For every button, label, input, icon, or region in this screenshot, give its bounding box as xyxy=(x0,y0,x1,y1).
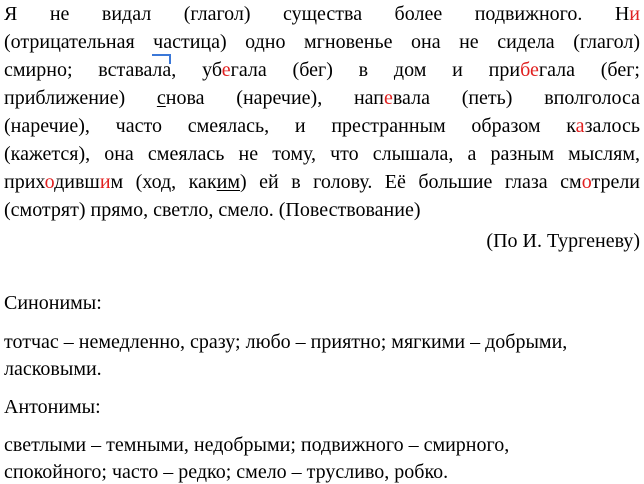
text-run: гала (бег) в дом и при xyxy=(230,59,521,81)
highlighted-letter: о xyxy=(581,171,592,193)
paragraph-line-7 xyxy=(4,170,640,194)
highlighted-letter: о xyxy=(44,171,55,193)
highlighted-letter: е xyxy=(221,59,231,81)
text-run: вала (петь) вполголоса xyxy=(392,87,640,109)
paragraph-line-8 xyxy=(4,198,640,222)
text-run: (отрицательная частица) одно мгновенье она не сидела (глагол) xyxy=(4,31,640,53)
synonyms-heading xyxy=(4,291,640,315)
text-run: тотчас – немедленно, сразу; любо – приятно; мягкими – добрыми, xyxy=(4,331,568,353)
antonyms-line-1 xyxy=(4,433,640,457)
text-run: нова (наречие), нап xyxy=(165,87,384,109)
paragraph-line-4 xyxy=(4,86,640,110)
highlighted-letter: и xyxy=(99,171,111,193)
paragraph-line-3 xyxy=(4,58,640,82)
author-text: (По И. Тургеневу) xyxy=(486,230,640,252)
highlighted-letter: е xyxy=(383,87,393,109)
synonyms-line-1 xyxy=(4,330,640,354)
text-run: ) ей в голову. Её большие глаза см xyxy=(240,171,582,193)
text-run: залось xyxy=(584,115,640,137)
antonyms-line-2 xyxy=(4,460,640,484)
text-run: спокойного; часто – редко; смело – трусливо, робко. xyxy=(4,461,449,483)
text-run: (смотрят) прямо, светло, смело. (Повествование) xyxy=(4,199,421,221)
suffix-mark: ла xyxy=(152,59,172,81)
prefix-underline: с xyxy=(156,87,166,109)
synonyms-line-2 xyxy=(4,357,640,381)
heading-text: Синонимы: xyxy=(4,292,102,314)
text-run: ласковыми. xyxy=(4,358,102,380)
author-attribution xyxy=(4,229,640,253)
text-run: дивш xyxy=(54,171,100,193)
ending-underline: им xyxy=(216,171,241,193)
text-run: (кажется), она смеялась не тому, что слышала, а разным мыслям, xyxy=(4,143,640,165)
paragraph-line-6 xyxy=(4,142,640,166)
highlighted-letter: и xyxy=(629,3,640,25)
text-run: , уб xyxy=(171,59,222,81)
text-run: (наречие), часто смеялась, и престранным образом к xyxy=(4,115,576,137)
text-run: гала (бег; xyxy=(538,59,640,81)
highlighted-letter: бе xyxy=(520,59,539,81)
paragraph-line-5 xyxy=(4,114,640,138)
text-run: светлыми – темными, недобрыми; подвижного – смирного, xyxy=(4,434,510,456)
text-run: Я не видал (глагол) существа более подвижного. Н xyxy=(4,3,630,25)
antonyms-heading xyxy=(4,395,640,419)
paragraph-line-1 xyxy=(4,2,640,26)
highlighted-letter: а xyxy=(575,115,585,137)
paragraph-line-2 xyxy=(4,30,640,54)
heading-text: Антонимы: xyxy=(4,396,101,418)
text-run: м (ход, как xyxy=(110,171,217,193)
text-run: смирно; встава xyxy=(4,59,153,81)
text-run: прих xyxy=(4,171,45,193)
text-run: приближение) xyxy=(4,87,157,109)
text-run: трели xyxy=(591,171,640,193)
